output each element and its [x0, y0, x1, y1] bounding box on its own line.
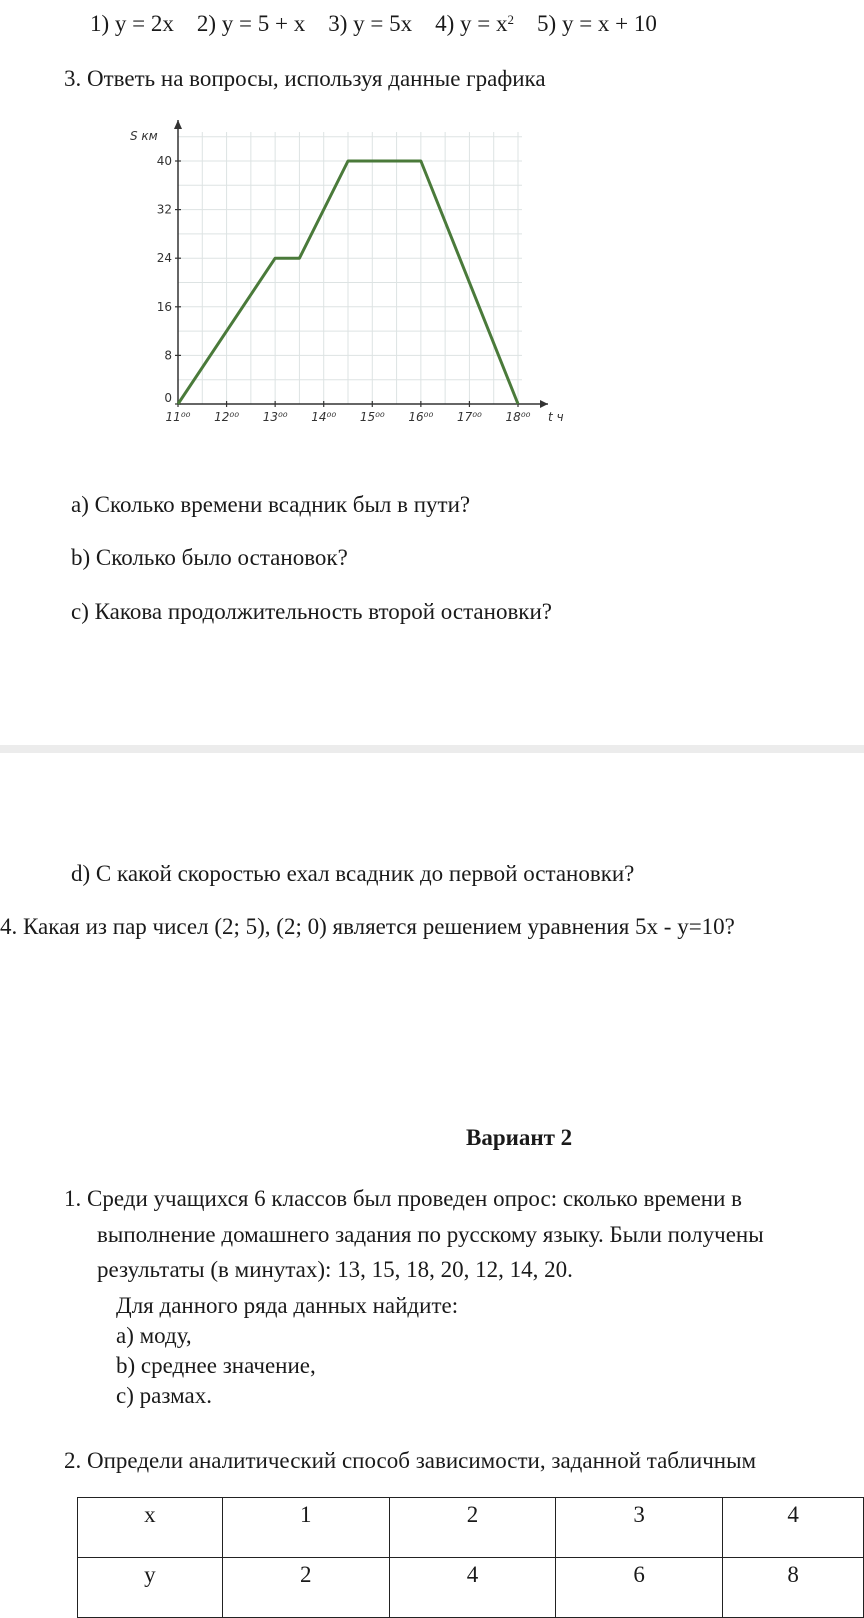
y-tick-label: 32: [156, 202, 172, 217]
page-divider: [0, 745, 864, 753]
v2-task1-line3: результаты (в минутах): 13, 15, 18, 20, 12, 14, 20.: [97, 1257, 573, 1282]
x-tick-label: 11⁰⁰: [165, 410, 191, 424]
option-1: 1) y = 2x: [90, 11, 174, 36]
distance-time-chart: [120, 112, 590, 432]
option-2: 2) y = 5 + x: [196, 11, 306, 36]
task3-question-a: a) Сколько времени всадник был в пути?: [71, 492, 471, 517]
variant-heading: Вариант 2: [466, 1125, 573, 1150]
y-axis-arrow: [174, 120, 182, 129]
option-3: 3) y = 5x: [328, 11, 413, 36]
task3-title: 3. Ответь на вопросы, используя данные графика: [64, 66, 546, 91]
option-4-exponent: 2: [507, 12, 515, 27]
task3-question-c: c) Какова продолжительность второй остановки?: [71, 599, 552, 624]
y-tick-label: 16: [156, 299, 172, 314]
v2-task1-c: c) размах.: [116, 1383, 212, 1408]
option-4: 4) $y = x^2$: [435, 11, 515, 36]
task3-question-b: b) Сколько было остановок?: [71, 545, 348, 570]
task4-text: 4. Какая из пар чисел (2; 5), (2; 0) является решением уравнения 5x - y=10?: [0, 914, 735, 939]
x-tick-label: 15⁰⁰: [359, 410, 385, 424]
table-cell: 1: [222, 1498, 389, 1558]
table-cell: 4: [723, 1498, 864, 1558]
table-cell: 4: [389, 1558, 555, 1618]
x-axis-label: t ч: [548, 410, 564, 424]
y-tick-label: 40: [156, 154, 172, 168]
table-cell: 8: [723, 1558, 864, 1618]
function-options: [90, 10, 657, 38]
y-tick-label: 8: [164, 348, 172, 363]
v2-task2-title: 2. Определи аналитический способ зависимости, заданной табличным: [64, 1448, 757, 1473]
x-tick-label: 14⁰⁰: [311, 410, 337, 424]
xy-table: [77, 1497, 864, 1618]
table-cell: 2: [389, 1498, 555, 1558]
x-tick-label: 12⁰⁰: [214, 410, 240, 424]
option-5: 5) y = x + 10: [537, 11, 657, 36]
y-axis-label: S км: [130, 129, 158, 143]
table-cell: 3: [556, 1498, 723, 1558]
v2-task1-sub: Для данного ряда данных найдите:: [116, 1293, 459, 1318]
task3-question-d: d) С какой скоростью ехал всадник до первой остановки?: [71, 861, 635, 886]
table-row-y: [78, 1558, 864, 1618]
y-tick-label: 24: [156, 251, 172, 266]
v2-task1-b: b) среднее значение,: [116, 1353, 316, 1378]
x-tick-label: 13⁰⁰: [262, 410, 288, 424]
table-row-x: [78, 1498, 864, 1558]
table-cell: 2: [222, 1558, 389, 1618]
y-tick-label: 0: [164, 391, 172, 405]
table-cell: y: [78, 1558, 223, 1618]
v2-task1-line2: выполнение домашнего задания по русскому языку. Были получены: [97, 1222, 764, 1247]
x-tick-label: 18⁰⁰: [505, 410, 531, 424]
table-cell: x: [78, 1498, 223, 1558]
table-cell: 6: [556, 1558, 723, 1618]
x-tick-label: 17⁰⁰: [456, 410, 482, 424]
v2-task1-line1: 1. Среди учащихся 6 классов был проведен опрос: сколько времени в: [64, 1186, 743, 1211]
x-axis-arrow: [540, 400, 548, 408]
x-tick-label: 16⁰⁰: [408, 410, 434, 424]
v2-task1-a: a) моду,: [116, 1323, 192, 1348]
